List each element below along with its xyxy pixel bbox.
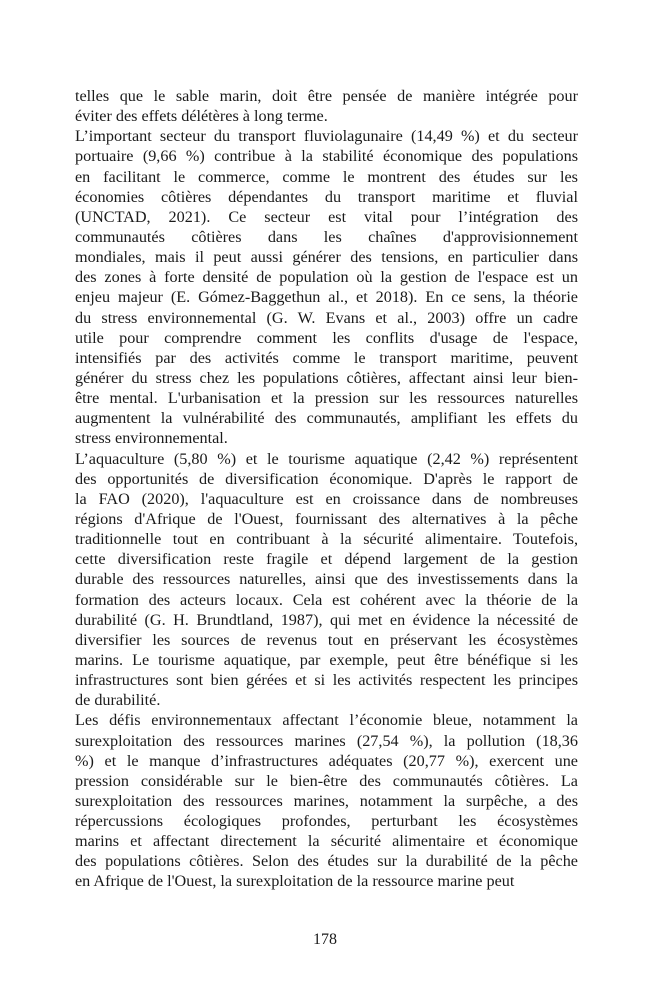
paragraph xyxy=(75,710,578,891)
paragraph xyxy=(75,126,578,448)
text-line: L’important secteur du transport fluviolagunaire (14,49 %) et du secteur xyxy=(75,127,578,146)
text-line: pression considérable sur le bien-être des communautés côtières. La xyxy=(75,771,578,790)
text-line: marins et affectant directement la sécurité alimentaire et économique xyxy=(75,832,578,851)
text-line: de durabilité. xyxy=(75,691,161,710)
text-line: durabilité (G. H. Brundtland, 1987), qui met en évidence la nécessité de xyxy=(75,610,578,629)
page-number: 178 xyxy=(313,931,337,948)
text-line: utile pour comprendre comment les conflits d'usage de l'espace, xyxy=(75,328,578,347)
text-line: cette diversification reste fragile et dépend largement de la gestion xyxy=(75,550,578,569)
text-line: mondiales, mais il peut aussi générer des tensions, en particulier dans xyxy=(75,248,578,267)
text-line: répercussions écologiques profondes, perturbant les écosystèmes xyxy=(75,812,578,831)
text-line: des zones à forte densité de population où la gestion de l'espace est un xyxy=(75,268,578,287)
text-line: stress environnemental. xyxy=(75,429,228,448)
text-line: en facilitant le commerce, comme le montrent des études sur les xyxy=(75,167,578,186)
text-block xyxy=(75,86,578,892)
paragraph xyxy=(75,449,578,711)
text-line: la FAO (2020), l'aquaculture est en croissance dans de nombreuses xyxy=(75,489,578,508)
text-line: portuaire (9,66 %) contribue à la stabilité économique des populations xyxy=(75,147,578,166)
text-line: régions d'Afrique de l'Ouest, fournissant des alternatives à la pêche xyxy=(75,509,578,528)
text-line: telles que le sable marin, doit être pensée de manière intégrée pour xyxy=(75,87,578,105)
text-line: Les défis environnementaux affectant l’économie bleue, notamment la xyxy=(75,711,578,730)
text-line: marins. Le tourisme aquatique, par exemple, peut être bénéfique si les xyxy=(75,650,578,669)
text-line: durable des ressources naturelles, ainsi que des investissements dans la xyxy=(75,570,578,589)
text-line: générer du stress chez les populations côtières, affectant ainsi leur bien- xyxy=(75,368,578,387)
text-line: intensifiés par des activités comme le transport maritime, peuvent xyxy=(75,348,578,367)
text-line: surexploitation des ressources marines, notamment la surpêche, a des xyxy=(75,791,578,810)
text-line: communautés côtières dans les chaînes d'approvisionnement xyxy=(75,227,578,246)
text-line: enjeu majeur (E. Gómez-Baggethun al., et 2018). En ce sens, la théorie xyxy=(75,288,578,307)
text-line: formation des acteurs locaux. Cela est cohérent avec la théorie de la xyxy=(75,590,578,609)
text-line: économies côtières dépendantes du transport maritime et fluvial xyxy=(75,187,578,206)
text-line: %) et le manque d’infrastructures adéquates (20,77 %), exercent une xyxy=(75,751,578,770)
text-line: éviter des effets délétères à long terme. xyxy=(75,107,328,126)
text-line: L’aquaculture (5,80 %) et le tourisme aquatique (2,42 %) représentent xyxy=(75,449,578,468)
text-line: surexploitation des ressources marines (27,54 %), la pollution (18,36 xyxy=(75,731,578,750)
text-line: infrastructures sont bien gérées et si les activités respectent les principes xyxy=(75,671,578,690)
text-line: augmentent la vulnérabilité des communautés, amplifiant les effets du xyxy=(75,409,578,428)
text-line: (UNCTAD, 2021). Ce secteur est vital pour l’intégration des xyxy=(75,207,578,226)
text-line: traditionnelle tout en contribuant à la sécurité alimentaire. Toutefois, xyxy=(75,530,578,549)
text-line: en Afrique de l'Ouest, la surexploitation de la ressource marine peut xyxy=(75,872,515,891)
paragraph xyxy=(75,86,578,126)
page-body xyxy=(75,86,578,892)
text-line: des populations côtières. Selon des études sur la durabilité de la pêche xyxy=(75,852,578,871)
text-line: du stress environnemental (G. W. Evans et al., 2003) offre un cadre xyxy=(75,308,578,327)
text-line: être mental. L'urbanisation et la pression sur les ressources naturelles xyxy=(75,389,578,408)
text-line: diversifier les sources de revenus tout en préservant les écosystèmes xyxy=(75,630,578,649)
text-line: des opportunités de diversification économique. D'après le rapport de xyxy=(75,469,578,488)
